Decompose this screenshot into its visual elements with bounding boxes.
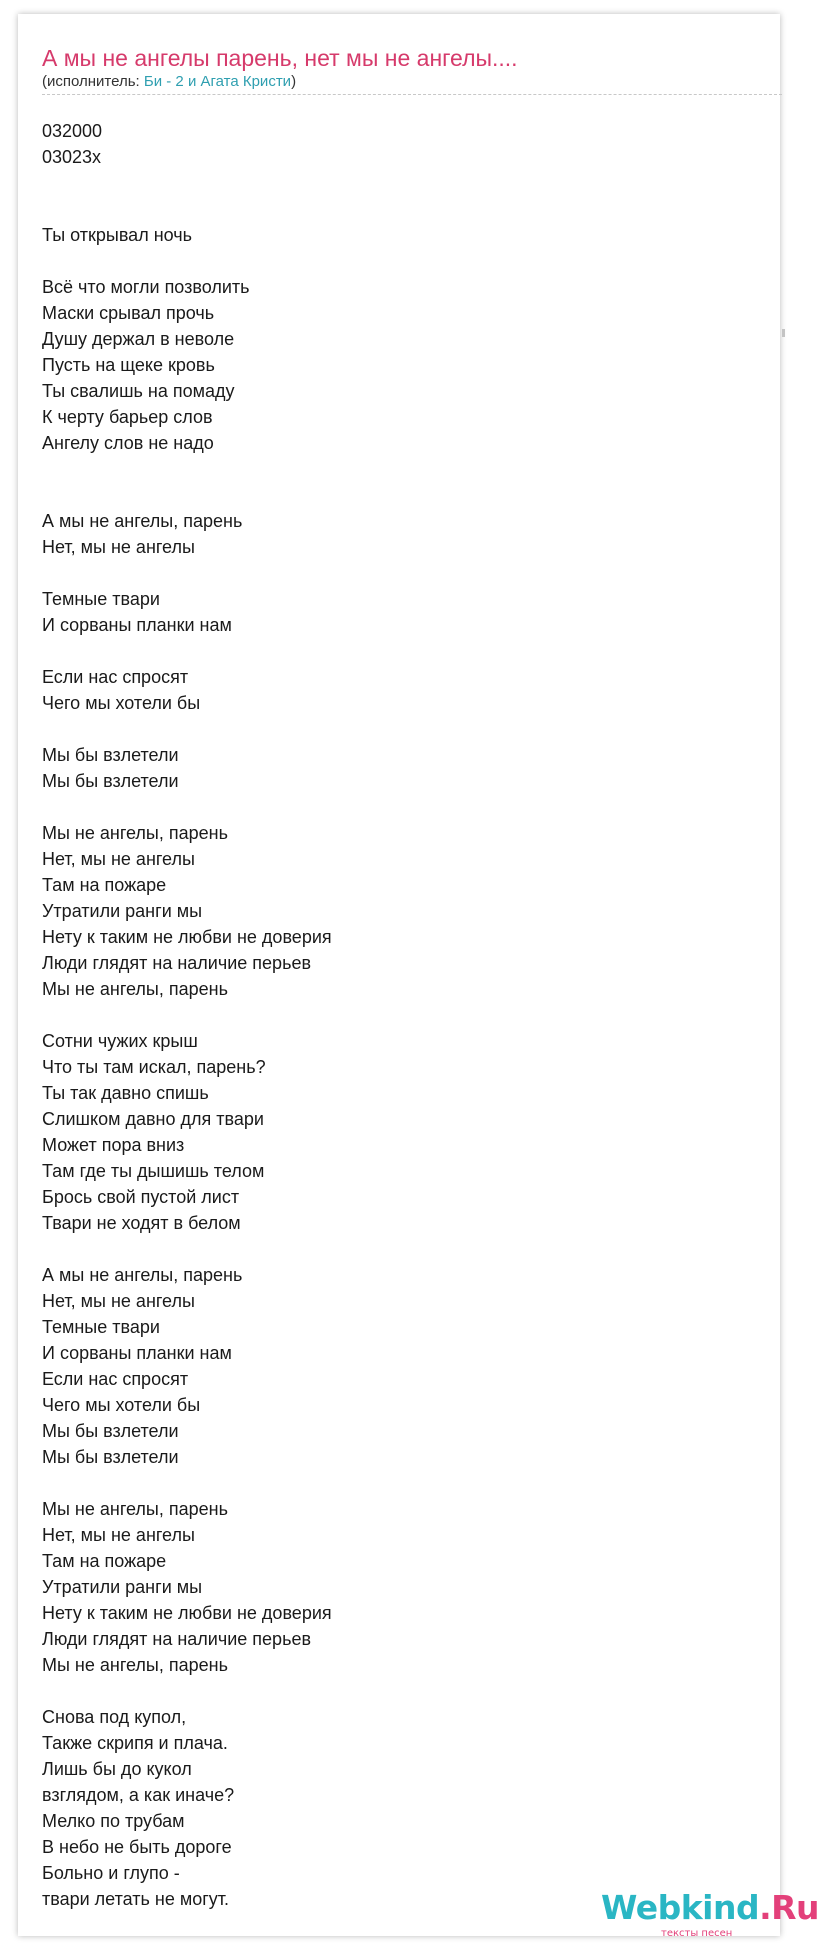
lyric-blank bbox=[42, 716, 742, 742]
lyric-line: Нет, мы не ангелы bbox=[42, 849, 195, 869]
artist-prefix: (исполнитель: bbox=[42, 73, 144, 90]
lyric-line: Маски срывал прочь bbox=[42, 303, 215, 323]
lyric-line: Слишком давно для твари bbox=[42, 1109, 264, 1129]
lyric-blank bbox=[42, 248, 742, 274]
lyric-line: Брось свой пустой лист bbox=[42, 1187, 240, 1207]
lyric-blank bbox=[42, 1236, 742, 1262]
lyric-line: Всё что могли позволить bbox=[42, 277, 250, 297]
lyric-blank bbox=[42, 794, 742, 820]
lyric-line: Мы бы взлетели bbox=[42, 745, 179, 765]
lyric-line: Нет, мы не ангелы bbox=[42, 537, 195, 557]
lyric-blank bbox=[42, 1002, 742, 1028]
lyric-blank bbox=[42, 170, 742, 196]
lyric-line: твари летать не могут. bbox=[42, 1889, 230, 1909]
lyrics-card bbox=[18, 14, 819, 1939]
lyric-blank bbox=[42, 1470, 742, 1496]
site-logo[interactable] bbox=[601, 1888, 819, 1940]
lyric-line: Ты свалишь на помаду bbox=[42, 381, 235, 401]
lyric-blank bbox=[42, 456, 742, 482]
lyric-line: Снова под купол, bbox=[42, 1707, 187, 1727]
artist-suffix: ) bbox=[291, 73, 297, 90]
lyric-line: Утратили ранги мы bbox=[42, 1577, 203, 1597]
lyric-blank bbox=[42, 196, 742, 222]
lyrics-text bbox=[42, 118, 742, 1912]
lyric-line: Мы не ангелы, парень bbox=[42, 1499, 228, 1519]
lyric-line: Если нас спросят bbox=[42, 667, 189, 687]
lyric-line: А мы не ангелы, парень bbox=[42, 1265, 243, 1285]
lyric-line: Также скрипя и плача. bbox=[42, 1733, 228, 1753]
artist-line bbox=[42, 73, 296, 91]
lyric-line: Пусть на щеке кровь bbox=[42, 355, 215, 375]
lyric-line: Мелко по трубам bbox=[42, 1811, 185, 1831]
lyric-line: И сорваны планки нам bbox=[42, 615, 232, 635]
lyric-line: Ты так давно спишь bbox=[42, 1083, 209, 1103]
lyric-line: Люди глядят на наличие перьев bbox=[42, 1629, 312, 1649]
lyric-line: Больно и глупо - bbox=[42, 1863, 180, 1883]
lyric-line: Мы не ангелы, парень bbox=[42, 1655, 228, 1675]
lyric-line: В небо не быть дороге bbox=[42, 1837, 232, 1857]
logo-tagline: тексты песен bbox=[661, 1928, 733, 1939]
lyric-line: Мы бы взлетели bbox=[42, 1447, 179, 1467]
lyric-blank bbox=[42, 560, 742, 586]
lyric-line: Твари не ходят в белом bbox=[42, 1213, 241, 1233]
lyric-line: Там где ты дышишь телом bbox=[42, 1161, 265, 1181]
lyric-line: Ангелу слов не надо bbox=[42, 433, 214, 453]
lyric-line: Что ты там искал, парень? bbox=[42, 1057, 266, 1077]
lyric-line: 03023x bbox=[42, 147, 102, 167]
lyric-line: Утратили ранги мы bbox=[42, 901, 203, 921]
logo-domain: .Ru bbox=[759, 1888, 819, 1927]
lyric-line: Нет, мы не ангелы bbox=[42, 1291, 195, 1311]
lyric-line: А мы не ангелы, парень bbox=[42, 511, 243, 531]
lyric-line: Ты открывал ночь bbox=[42, 225, 193, 245]
lyric-line: Чего мы хотели бы bbox=[42, 693, 201, 713]
song-title: А мы не ангелы парень, нет мы не ангелы.... bbox=[42, 45, 518, 71]
lyric-line: Там на пожаре bbox=[42, 1551, 167, 1571]
lyric-blank bbox=[42, 1678, 742, 1704]
artist-link[interactable]: Би - 2 и Агата Кристи bbox=[143, 73, 292, 90]
lyric-line: Может пора вниз bbox=[42, 1135, 185, 1155]
lyric-blank bbox=[42, 638, 742, 664]
lyric-line: Там на пожаре bbox=[42, 875, 167, 895]
scroll-marker bbox=[782, 329, 785, 337]
lyric-blank bbox=[42, 482, 742, 508]
lyric-line: Темные твари bbox=[42, 1317, 160, 1337]
lyric-line: Мы не ангелы, парень bbox=[42, 823, 228, 843]
lyric-line: Нет, мы не ангелы bbox=[42, 1525, 195, 1545]
lyric-line: Если нас спросят bbox=[42, 1369, 189, 1389]
header-divider bbox=[42, 94, 782, 95]
lyric-line: Нету к таким не любви не доверия bbox=[42, 1603, 332, 1623]
lyric-line: Мы бы взлетели bbox=[42, 1421, 179, 1441]
lyric-line: Темные твари bbox=[42, 589, 160, 609]
lyric-line: 032000 bbox=[42, 121, 103, 141]
lyric-line: Чего мы хотели бы bbox=[42, 1395, 201, 1415]
lyric-line: К черту барьер слов bbox=[42, 407, 213, 427]
lyric-line: взглядом, а как иначе? bbox=[42, 1785, 235, 1805]
logo-name: Webkind bbox=[601, 1888, 760, 1927]
lyric-line: И сорваны планки нам bbox=[42, 1343, 232, 1363]
lyric-line: Мы бы взлетели bbox=[42, 771, 179, 791]
lyric-line: Нету к таким не любви не доверия bbox=[42, 927, 332, 947]
lyric-line: Сотни чужих крыш bbox=[42, 1031, 198, 1051]
lyric-line: Мы не ангелы, парень bbox=[42, 979, 228, 999]
lyric-line: Душу держал в неволе bbox=[42, 329, 235, 349]
lyric-line: Люди глядят на наличие перьев bbox=[42, 953, 312, 973]
logo-text bbox=[601, 1888, 819, 1928]
lyric-line: Лишь бы до кукол bbox=[42, 1759, 192, 1779]
